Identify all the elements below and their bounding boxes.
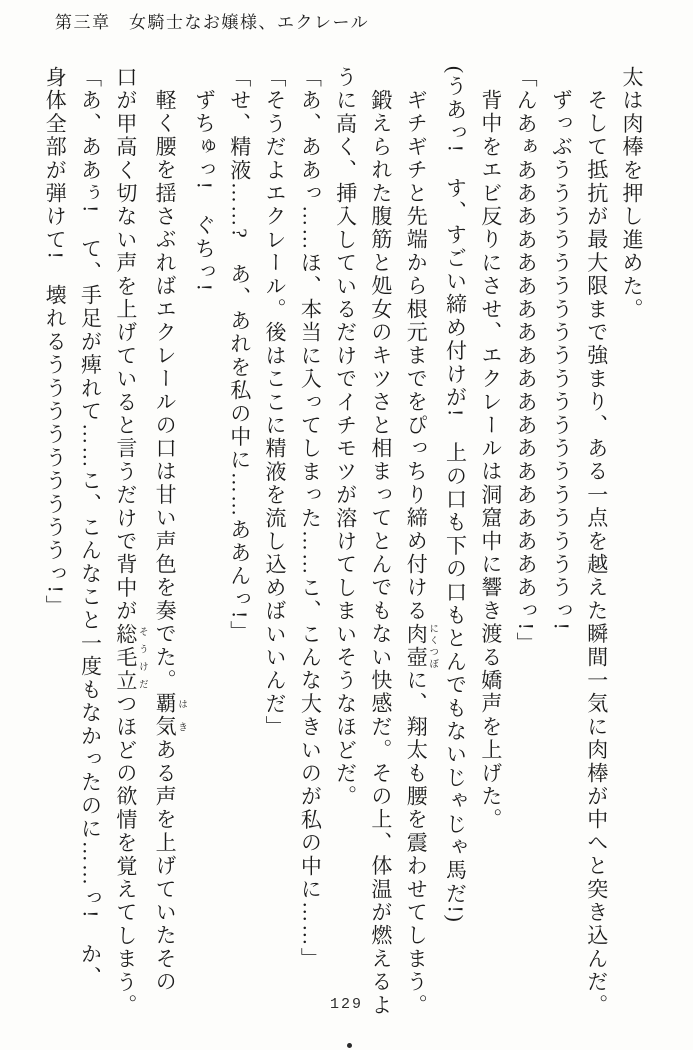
ink-mark-dot <box>347 1043 352 1048</box>
ruby-annotated-word: 肉壺 にくつぼ <box>404 622 438 670</box>
text-line: 「あ、ああっ……ほ、本当に入ってしまった……こ、こんな大きいのが私の中に……」 <box>298 66 323 971</box>
text-line: ギチギチと先端から根元までをぴっちり締め付ける肉壺 にくつぼに、翔太も腰を震わせてしまう。 <box>404 89 438 1018</box>
text-line: そして抵抗が最大限まで強まり、ある一点を越えた瞬間一気に肉棒が中へと突き込んだ。 <box>584 89 609 1018</box>
text-line: 「あ、ああぅ! て、手足が痺れて……こ、こんなこと一度もなかったのに……っ! か、 <box>78 66 103 990</box>
text-line: うに高く、挿入しているだけでイチモツが溶けてしまいそうなほどだ。 <box>333 66 358 809</box>
text-line: 身体全部が弾けて! 壊れるうううううううううっ!」 <box>43 66 68 618</box>
text-line: 「んあぁあああああああああああああああああああっ!」 <box>514 66 539 656</box>
text-line: ずちゅっ! ぐちっ! <box>192 89 217 293</box>
text-line: ずっぶうううううううううううううううううううっ! <box>549 89 574 632</box>
chapter-heading: 第三章 女騎士なお嬢様、エクレール <box>55 13 370 32</box>
ruby-annotated-word: 総毛立 そうけだ <box>113 622 147 693</box>
text-line: 軽く腰を揺さぶればエクレールの口は甘い声色を奏でた。覇気 はきある声を上げていたその <box>153 89 187 994</box>
text-line: 口が甲高く切ない声を上げていると言うだけで背中が総毛立 そうけだつほどの欲情を覚えてしまう。 <box>113 66 147 1018</box>
page-number: 129 <box>329 996 363 1013</box>
text-line: (うあっ! す、すごい締め付けが! 上の口も下の口もとんでもないじゃじゃ馬だ!) <box>443 66 468 924</box>
body-text <box>43 66 649 1024</box>
text-line: 「せ、精液……? あ、あれを私の中に……ああんっ!」 <box>227 66 252 644</box>
text-line: 太は肉棒を押し進めた。 <box>620 66 644 322</box>
text-line: 鍛えられた腹筋と処女のキツさと相まってとんでもない快感だ。その上、体温が燃えるよ <box>368 89 393 1017</box>
text-line: 「そうだよエクレール。後はここに精液を流し込めばいいんだ」 <box>263 66 288 739</box>
ruby-annotated-word: 覇気 はき <box>153 692 187 739</box>
text-line: 背中をエビ反りにさせ、エクレールは洞窟中に響き渡る嬌声を上げた。 <box>478 89 503 832</box>
